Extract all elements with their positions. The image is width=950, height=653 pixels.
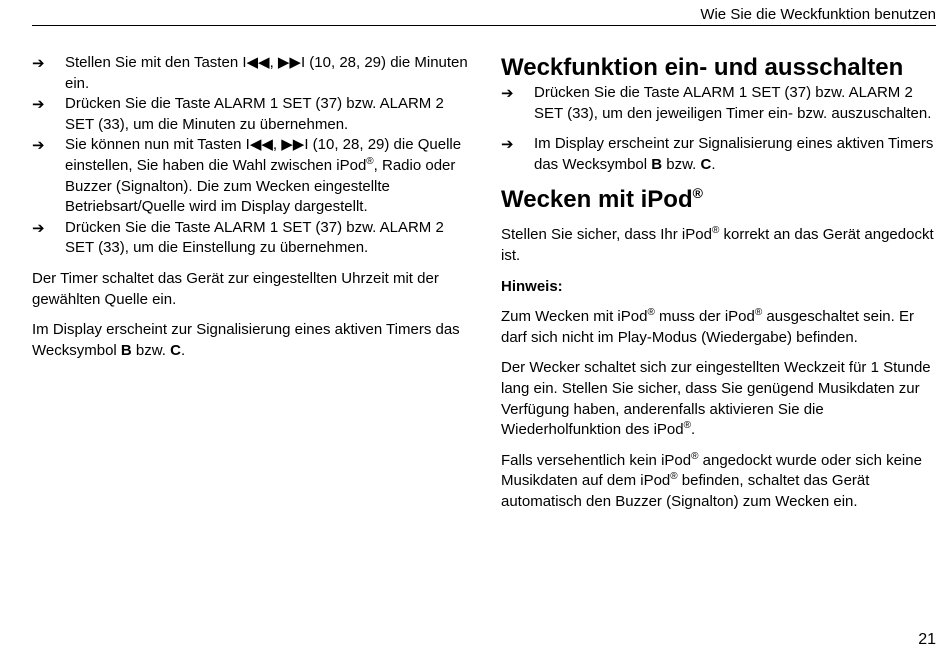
paragraph-weckzeit: Der Wecker schaltet sich zur eingestellten Weckzeit für 1 Stunde lang ein. Stellen Sie sicher, dass Sie genügend Musikdaten zur Verfügung haben, anderenfalls aktivieren Sie die Wiederholfunktion des iPod®.	[501, 359, 931, 439]
page-number: 21	[918, 631, 936, 648]
arrow-right-icon: ➔	[32, 54, 45, 72]
header-divider	[32, 25, 936, 26]
registered-mark: ®	[692, 185, 703, 202]
bullet-text: Drücken Sie die Taste ALARM 1 SET (37) bzw. ALARM 2 SET (33), um den jeweiligen Timer ein- bzw. auszuschalten.	[534, 84, 932, 122]
bullet-item	[32, 218, 472, 259]
registered-mark: ®	[691, 450, 699, 462]
arrow-right-icon: ➔	[501, 135, 514, 154]
arrow-right-icon: ➔	[32, 95, 45, 114]
arrow-right-icon: ➔	[501, 84, 514, 102]
registered-mark: ®	[711, 225, 720, 237]
heading-wecken-ipod: Wecken mit iPod®	[501, 185, 703, 214]
hinweis-label: Hinweis:	[501, 277, 563, 295]
registered-mark: ®	[366, 155, 374, 167]
bullet-item	[501, 83, 941, 124]
registered-mark: ®	[670, 471, 678, 483]
header-title: Wie Sie die Weckfunktion benutzen	[700, 6, 936, 23]
bullet-text: Im Display erscheint zur Signalisierung eines aktiven Timers das Wecksymbol B bzw. C.	[534, 135, 934, 173]
bullet-item	[32, 135, 472, 217]
registered-mark: ®	[647, 307, 655, 319]
bullet-item	[32, 53, 472, 94]
paragraph-andocken: Stellen Sie sicher, dass Ihr iPod® korrekt an das Gerät angedockt ist.	[501, 225, 934, 264]
bullet-text: Sie können nun mit Tasten I◀◀, ▶▶I (10, 28, 29) die Quelle einstellen, Sie haben die Wahl zwischen iPod®, Radio oder Buzzer (Signalton). Die zum Wecken eingestellte Betriebsart/Quelle wird im Display dargestellt.	[65, 136, 462, 216]
bullet-text: Drücken Sie die Taste ALARM 1 SET (37) bzw. ALARM 2 SET (33), um die Minuten zu übernehmen.	[65, 95, 444, 133]
registered-mark: ®	[754, 307, 763, 319]
paragraph-hinweis: Zum Wecken mit iPod® muss der iPod® ausgeschaltet sein. Er darf sich nicht im Play-Modus (Wiedergabe) befinden.	[501, 307, 914, 346]
arrow-right-icon: ➔	[32, 218, 45, 237]
bullet-text: Stellen Sie mit den Tasten I◀◀, ▶▶I (10, 28, 29) die Minuten ein.	[65, 54, 468, 92]
arrow-right-icon: ➔	[32, 136, 45, 155]
bullet-text: Drücken Sie die Taste ALARM 1 SET (37) bzw. ALARM 2 SET (33), um die Einstellung zu übernehmen.	[65, 218, 444, 257]
registered-mark: ®	[683, 420, 691, 432]
left-column	[32, 53, 472, 361]
bullet-item	[501, 134, 941, 175]
heading-weckfunktion: Weckfunktion ein- und ausschalten	[501, 54, 904, 81]
paragraph-display: Im Display erscheint zur Signalisierung eines aktiven Timers das Wecksymbol B bzw. C.	[32, 321, 460, 359]
bullet-item	[32, 94, 472, 135]
paragraph-buzzer: Falls versehentlich kein iPod® angedockt wurde oder sich keine Musikdaten auf dem iPod® befinden, schaltet das Gerät automatisch den Buzzer (Signalton) zum Wecken ein.	[501, 450, 922, 510]
right-column	[501, 53, 941, 513]
paragraph-timer: Der Timer schaltet das Gerät zur eingestellten Uhrzeit mit der gewählten Quelle ein.	[32, 269, 439, 308]
